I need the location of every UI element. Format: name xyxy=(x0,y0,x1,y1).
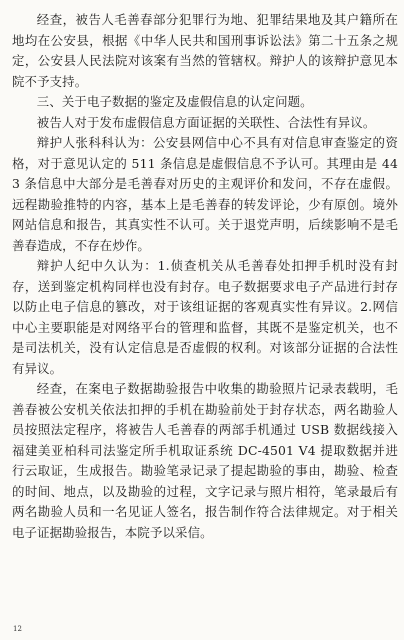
paragraph-jurisdiction-finding: 经查，被告人毛善春部分犯罪行为地、犯罪结果地及其户籍所在地均在公安县，根据《中华人民共和国刑事诉讼法》第二十五条之规定，公安县人民法院对该案有当然的管辖权。辩护人的该辩护意见本院不予支持。 xyxy=(12,12,398,89)
page-body xyxy=(12,10,398,543)
page-number: 12 xyxy=(13,625,22,633)
section-heading-electronic-data: 三、关于电子数据的鉴定及虚假信息的认定问题。 xyxy=(36,94,313,109)
paragraph-defense-zhang: 辩护人张科科认为：公安县网信中心不具有对信息审查鉴定的资格，对于意见认定的 511 条信息是虚假信息不予认可。其理由是 443 条信息中大部分是毛善春对历史的主观评价和发问，不存在虚假。远程勘验推特的内容，基本上是毛善春的转发评论，少有原创。境外网站信息和报告，其真实性不认可。关于退党声明，后续影响不是毛善春造成，不存在炒作。 xyxy=(12,135,398,253)
paragraph-defendant-objection: 被告人对于发布虚假信息方面证据的关联性、合法性有异议。 xyxy=(36,114,376,130)
paragraph-evidence-finding: 经查，在案电子数据勘验报告中收集的勘验照片记录表载明，毛善春被公安机关依法扣押的手机在勘验前处于封存状态，两名勘验人员按照法定程序，将被告人毛善春的两部手机通过 USB 数据线接入福建美亚柏科司法鉴定所手机取证系统 DC-4501 V4 提取数据并进行云取证，生成报告。勘验笔录记录了提起勘验的事由，勘验、检查的时间、地点，以及勘验的过程，文字记录与照片相符，笔录最后有两名勘验人员和一名见证人签名，报告制作符合法律规定。对于相关电子证据勘验报告，本院予以采信。 xyxy=(12,381,398,540)
paragraph-defense-ji: 辩护人纪中久认为：1.侦查机关从毛善春处扣押手机时没有封存，送到鉴定机构同样也没有封存。电子数据要求电子产品进行封存以防止电子信息的篡改，对于该组证据的客观真实性有异议。2.网信中心主要职能是对网络平台的管理和监督，其既不是鉴定机关，也不是司法机关，没有认定信息是否虚假的权利。对该部分证据的合法性有异议。 xyxy=(12,258,398,376)
